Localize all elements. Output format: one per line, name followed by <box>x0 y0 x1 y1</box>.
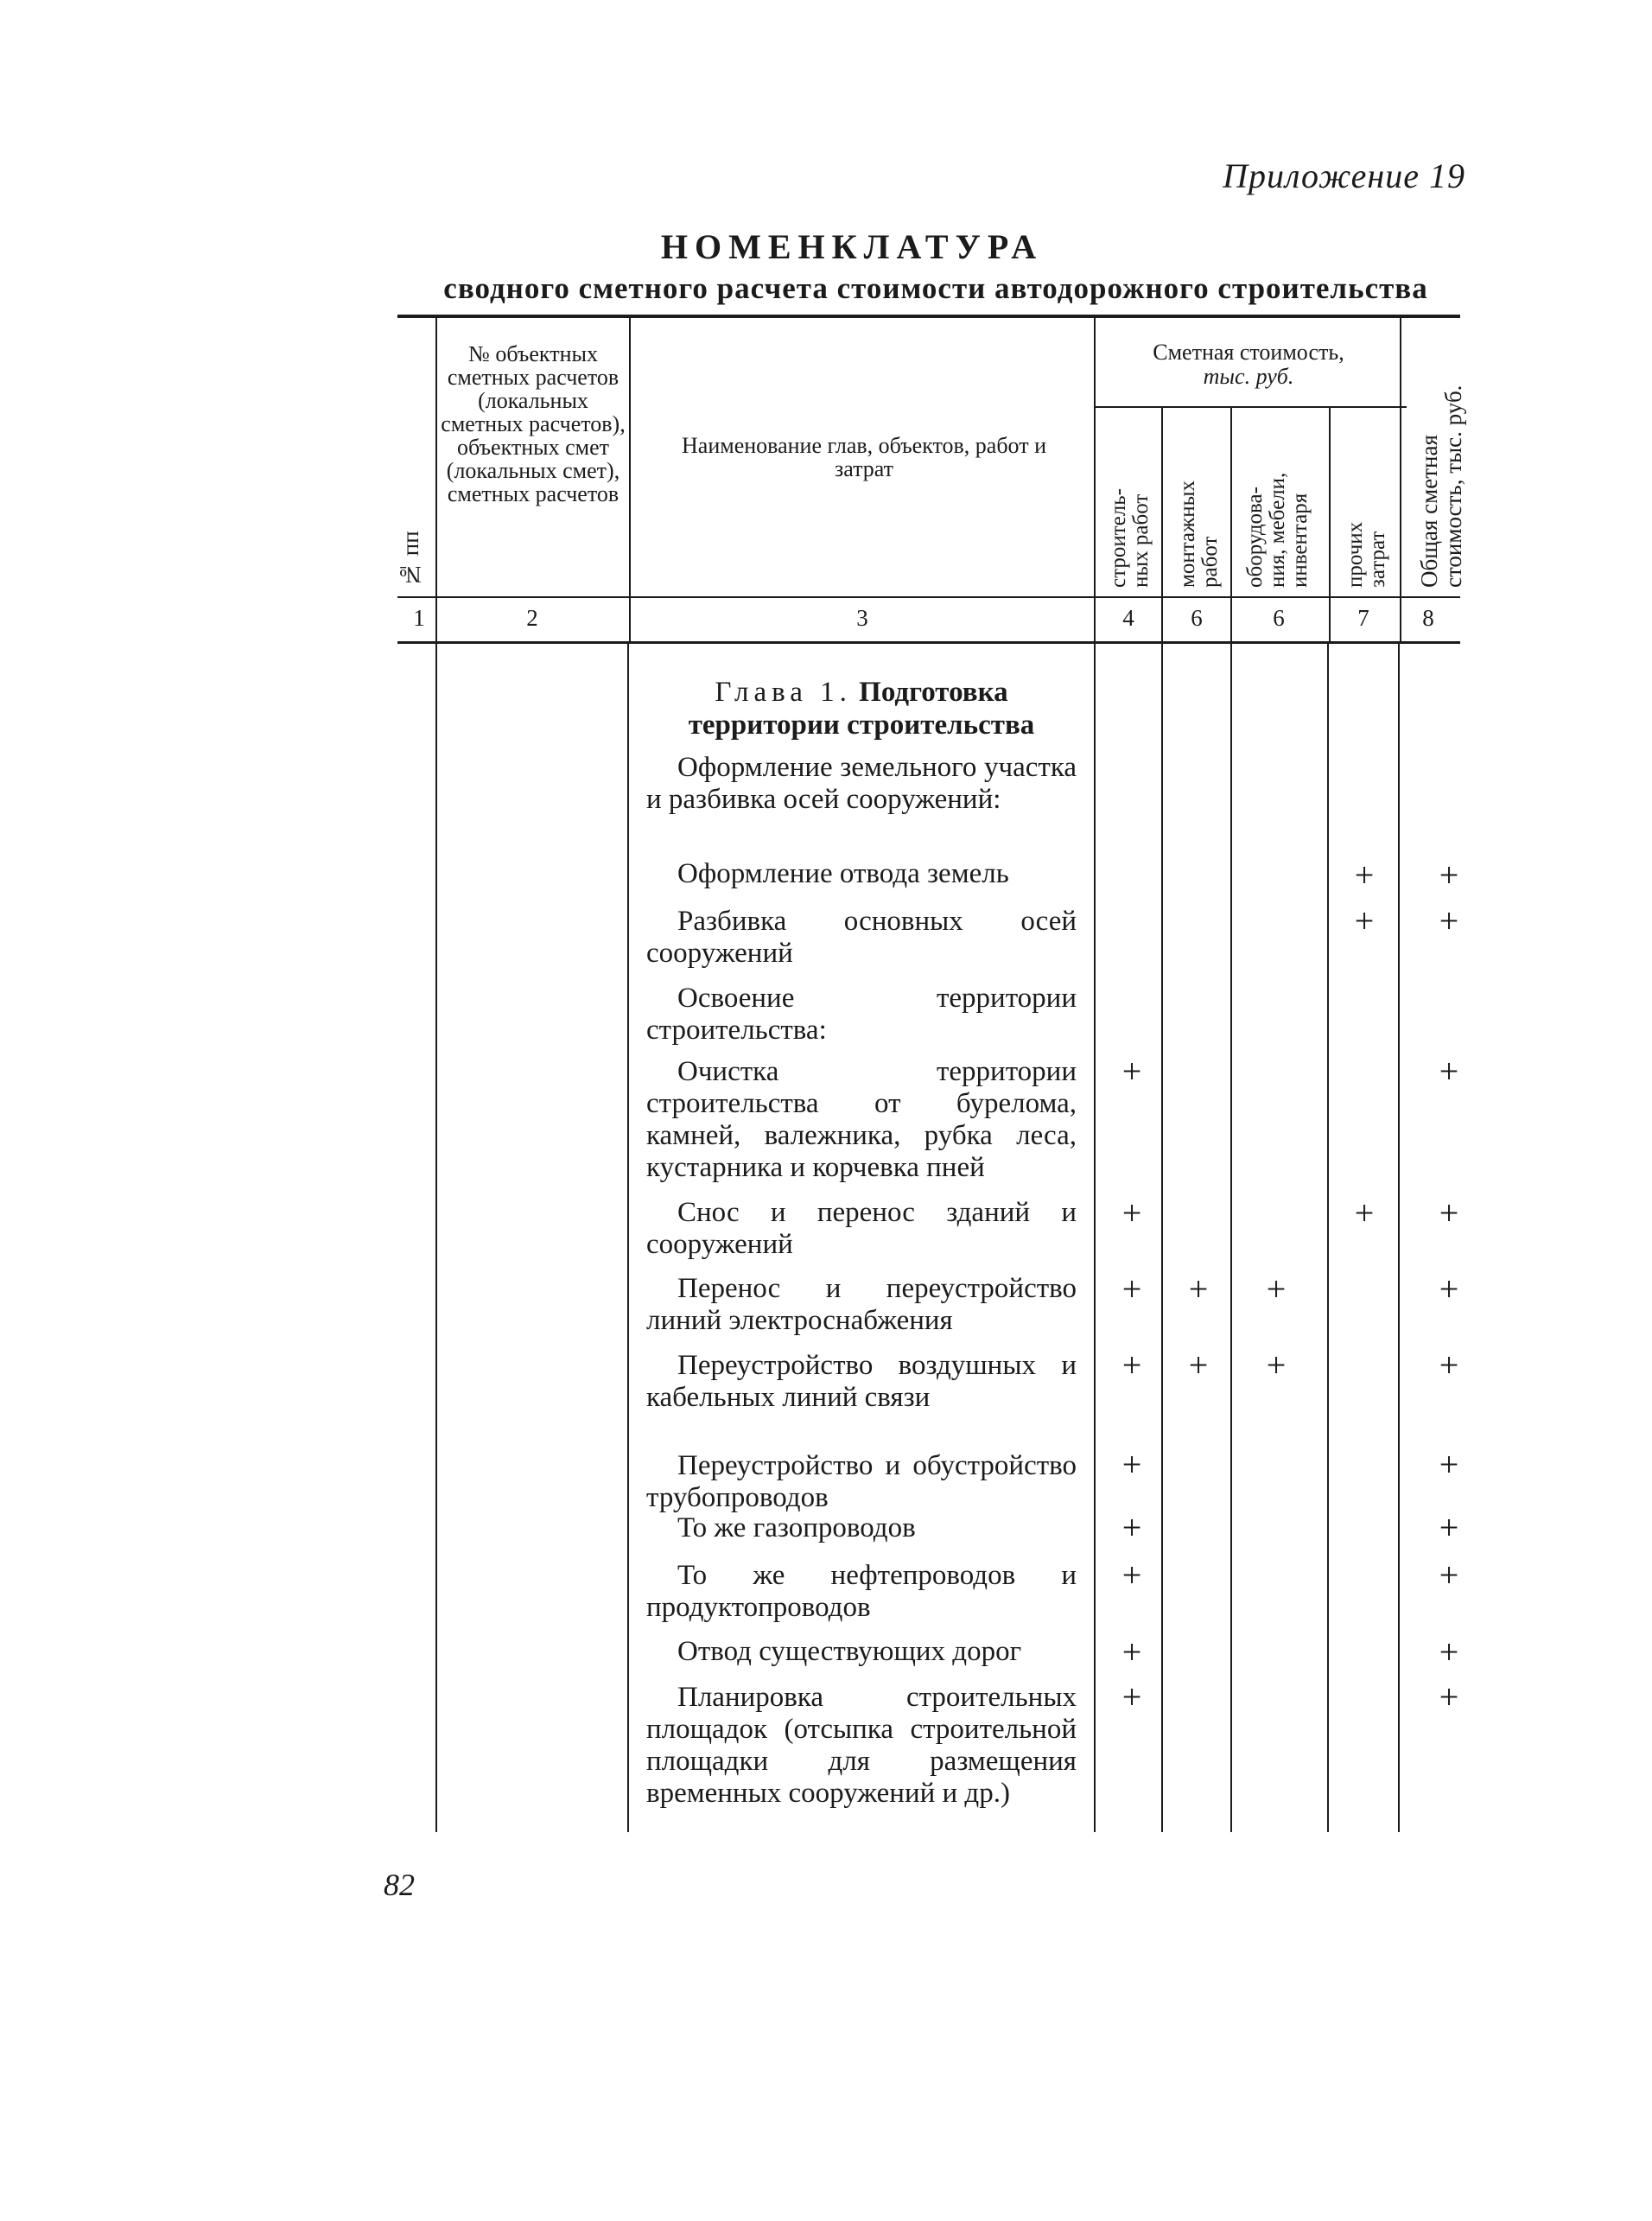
document-title: НОМЕНКЛАТУРА <box>660 227 1044 266</box>
header-col-4: строитель- ных работ <box>1107 488 1153 588</box>
table-row-text: То же газопроводов <box>677 1512 916 1543</box>
plus-mark: + <box>1439 1508 1459 1547</box>
header-col-1: № пп <box>397 531 423 588</box>
col-divider <box>1094 644 1096 1832</box>
header-col-6: оборудова- ния, мебели, инвентаря <box>1243 472 1312 588</box>
header-col-5: монтажных работ <box>1176 480 1222 588</box>
col-divider <box>1329 406 1331 641</box>
plus-mark: + <box>1439 1270 1459 1308</box>
table-row-text: Снос и перенос зданий и сооружений <box>646 1197 1077 1260</box>
plus-mark: + <box>1121 1346 1142 1384</box>
table-row-text: Разбивка основных осей сооружений <box>646 906 1077 969</box>
table-row-text: Планировка строительных площадок (отсыпка строительной площадки для размещения временных сооружений и др.) <box>646 1682 1077 1809</box>
plus-mark: + <box>1121 1556 1142 1594</box>
appendix-label: Приложение 19 <box>1223 156 1465 195</box>
plus-mark: + <box>1266 1270 1287 1308</box>
plus-mark: + <box>1439 856 1459 894</box>
plus-mark: + <box>1354 1193 1375 1232</box>
table-row-text: Очистка территории строительства от бурелома, камней, валежника, рубка леса, кустарника и корчевка пней <box>646 1056 1077 1183</box>
table-top-rule <box>397 315 1460 318</box>
plus-mark: + <box>1439 1346 1459 1384</box>
document-subtitle: сводного сметного расчета стоимости автодорожного строительства <box>443 271 1428 305</box>
col-divider <box>1094 318 1096 641</box>
col-divider <box>435 318 437 641</box>
col-divider <box>627 644 629 1832</box>
col-divider <box>1327 644 1329 1832</box>
table-row-text: Освоение территории строительства: <box>646 983 1077 1046</box>
header-cost-group: Сметная стоимость, <box>1153 340 1344 365</box>
page-number: 82 <box>384 1868 415 1902</box>
plus-mark: + <box>1266 1346 1287 1384</box>
table-row-text: Переустройство и обустройство трубопроводов <box>646 1450 1077 1513</box>
plus-mark: + <box>1439 901 1459 940</box>
plus-mark: + <box>1354 901 1375 940</box>
header-col-2: № объектных сметных расчетов (локальных сметных расчетов), объектных смет (локальных смет), сметных расчетов <box>441 341 626 506</box>
chapter-lead: Глава 1. <box>715 677 852 708</box>
col-divider <box>1230 644 1232 1832</box>
table-row-text: Оформление отвода земель <box>677 858 1009 889</box>
column-number: 6 <box>1191 605 1203 631</box>
header-col-7: прочих затрат <box>1344 521 1389 588</box>
plus-mark: + <box>1354 856 1375 894</box>
col-divider <box>435 644 437 1832</box>
plus-mark: + <box>1439 1556 1459 1594</box>
header-cost-group-unit: тыс. руб. <box>1203 364 1294 389</box>
plus-mark: + <box>1121 1508 1142 1547</box>
col-divider <box>1161 644 1163 1832</box>
cost-group-rule <box>1096 406 1407 408</box>
plus-mark: + <box>1439 1677 1459 1716</box>
column-number: 4 <box>1122 605 1134 631</box>
column-number: 6 <box>1273 605 1285 631</box>
plus-mark: + <box>1121 1193 1142 1232</box>
column-number: 1 <box>413 605 425 631</box>
col-divider <box>1398 644 1400 1832</box>
column-number: 8 <box>1422 605 1434 631</box>
plus-mark: + <box>1439 1445 1459 1484</box>
table-row-text: Оформление земельного участка и разбивка осей сооружений: <box>646 752 1077 815</box>
header-bottom-rule <box>397 596 1460 598</box>
plus-mark: + <box>1121 1270 1142 1308</box>
header-col-8: Общая сметная стоимость, тыс. руб. <box>1416 385 1466 588</box>
plus-mark: + <box>1188 1270 1209 1308</box>
col-divider <box>629 318 631 641</box>
col-divider <box>1400 318 1401 641</box>
col-divider <box>1230 406 1232 641</box>
chapter-heading <box>646 676 1077 741</box>
plus-mark: + <box>1121 1445 1142 1484</box>
plus-mark: + <box>1439 1193 1459 1232</box>
column-number: 2 <box>526 605 538 631</box>
plus-mark: + <box>1439 1632 1459 1671</box>
table-row-text: Переустройство воздушных и кабельных линий связи <box>646 1350 1077 1413</box>
col-divider <box>1161 406 1163 641</box>
plus-mark: + <box>1188 1346 1209 1384</box>
chapter-title: Подготовка территории строительства <box>688 677 1035 741</box>
table-row-text: То же нефтепроводов и продуктопроводов <box>646 1560 1077 1623</box>
column-number: 7 <box>1357 605 1369 631</box>
plus-mark: + <box>1121 1632 1142 1671</box>
plus-mark: + <box>1121 1052 1142 1091</box>
column-number: 3 <box>856 605 868 631</box>
table-row-text: Перенос и переустройство линий электроснабжения <box>646 1273 1077 1336</box>
header-col-3: Наименование глав, объектов, работ и затрат <box>682 433 1046 481</box>
colnum-bottom-rule <box>397 641 1460 644</box>
table-row-text: Отвод существующих дорог <box>677 1636 1022 1667</box>
plus-mark: + <box>1439 1052 1459 1091</box>
plus-mark: + <box>1121 1677 1142 1716</box>
